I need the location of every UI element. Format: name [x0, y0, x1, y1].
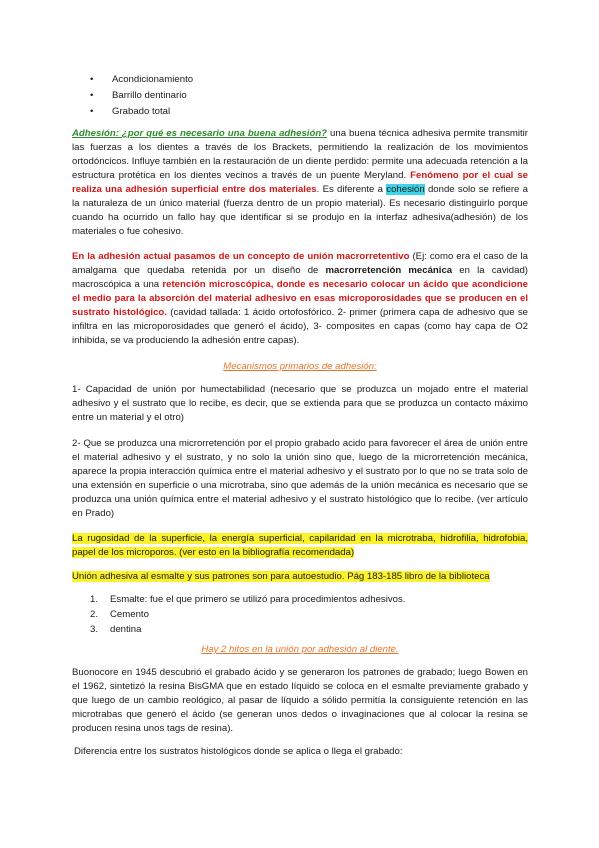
- highlight-red: Fenómeno por el cual se realiza una adhesión superficial entre dos materiales: [72, 170, 528, 195]
- bullet-icon: •: [90, 74, 94, 85]
- heading-adhesion: Adhesión: ¿por qué es necesario una buena adhesión?: [72, 128, 328, 139]
- highlight-red: En la adhesión actual pasamos de un concepto de unión macrorretentivo: [72, 251, 410, 262]
- list-item: 2. Cemento: [90, 609, 149, 620]
- paragraph-adhesion: Adhesión: ¿por qué es necesario una buena adhesión? una buena técnica adhesiva permite transmitir las fuerzas a los dientes a través de los Brackets, permitiendo la realización de los movimientos ortodóncicos. Influye también en la restauración de un diente perdido: permite una adecuada retención a la estructura protética en los dientes vecinos a través de un puente Meryland. Fenómeno por el cual se realiza una adhesión superficial entre dos materiales. Es diferente a cohesión donde solo se refiere a la naturaleza de un único material (fuerza dentro de un propio material). Es necesario distinguirlo porque cuando ha ocurrido un fallo hay que identificar si se produjo en la interfaz adhesiva(adhesión) de los materiales o fue cohesivo.: [72, 128, 528, 237]
- paragraph-mecanismo-2: 2- Que se produzca una microrretención por el propio grabado acido para favorecer el área de unión entre el material adhesivo y el sustrato, y no solo la unión sino que, luego de la microrretención mecánica, aparece la propia interacción química entre el material adhesivo y el sustrato por lo que no se trata solo de una extensión en superficie o una microtraba, sino que además de la unión mecánica es necesario que se produzca una unión química entre el material adhesivo y el sustrato histológico que lo recibe. (ver artículo en Prado): [72, 438, 528, 519]
- list-item: • Grabado total: [90, 104, 193, 120]
- section-title-mecanismos: Mecanismos primarios de adhesión:: [223, 361, 377, 372]
- bullet-icon: •: [90, 90, 94, 101]
- paragraph-historia: Buonocore en 1945 descubrió el grabado ácido y se generaron los patrones de grabado; luego Bowen en el 1962, sintetizó la resina BisGMA que en estado líquido se coloca en el esmalte previamente grabado y que luego de un cambio reológico, al pasar de líquido a sólido permitía la consiguiente retención en las microtrabas que generó el ácido (se generan unos dedos o invaginaciones que al colocar la resina se producen resina unos tags de resina).: [72, 667, 528, 734]
- note-highlight-2: Unión adhesiva al esmalte y sus patrones son para autoestudio. Pág 183-185 libro de la biblioteca: [72, 571, 490, 582]
- bold-text: macrorretención mecánica: [325, 265, 453, 276]
- numbered-list: [90, 592, 405, 637]
- bullet-list: [90, 72, 193, 120]
- paragraph-mecanismo-1: 1- Capacidad de unión por humectabilidad (necesario que se produzca un mojado entre el material adhesivo y el sustrato que lo recibe, es decir, que se extienda para que se produzca un contacto máximo entre un material y el otro): [72, 384, 528, 423]
- highlight-red: retención microscópica, donde es necesario colocar un ácido que acondicione el medio para la absorción del material adhesivo en esas microporosidades que se producen en el sustrato histológico.: [72, 279, 528, 318]
- paragraph-diferencia: Diferencia entre los sustratos histológicos donde se aplica o llega el grabado:: [74, 746, 403, 757]
- list-item: • Acondicionamiento: [90, 72, 193, 88]
- highlight-cohesion: cohesión: [386, 184, 425, 195]
- section-title-hitos: Hay 2 hitos en la unión por adhesión al diente.: [201, 644, 399, 655]
- list-item: 1. Esmalte: fue el que primero se utilizó para procedimientos adhesivos.: [90, 594, 406, 605]
- bullet-icon: •: [90, 106, 94, 117]
- list-item: • Barrillo dentinario: [90, 88, 193, 104]
- list-item: 3. dentina: [90, 624, 142, 635]
- paragraph-macro: En la adhesión actual pasamos de un concepto de unión macrorretentivo (Ej: como era el caso de la amalgama que quedaba retenida por un diseño de macrorretención mecánica en la cavidad) macroscópica a una retención microscópica, donde es necesario colocar un ácido que acondicione el medio para la absorción del material adhesivo en esas microporosidades que se producen en el sustrato histológico. (cavidad tallada: 1 ácido ortofosfórico. 2- primer (primera capa de adhesivo que se infiltra en las microporosidades que generó el ácido), 3- composites en capas (como hay capa de O2 inhibida, se va produciendo la adhesión entre capas).: [72, 251, 528, 346]
- note-highlight-1: La rugosidad de la superficie, la energía superficial, capilaridad en la microtraba, hidrofilia, hidrofobia, papel de los microporos. (ver esto en la bibliografía recomendada): [72, 533, 528, 558]
